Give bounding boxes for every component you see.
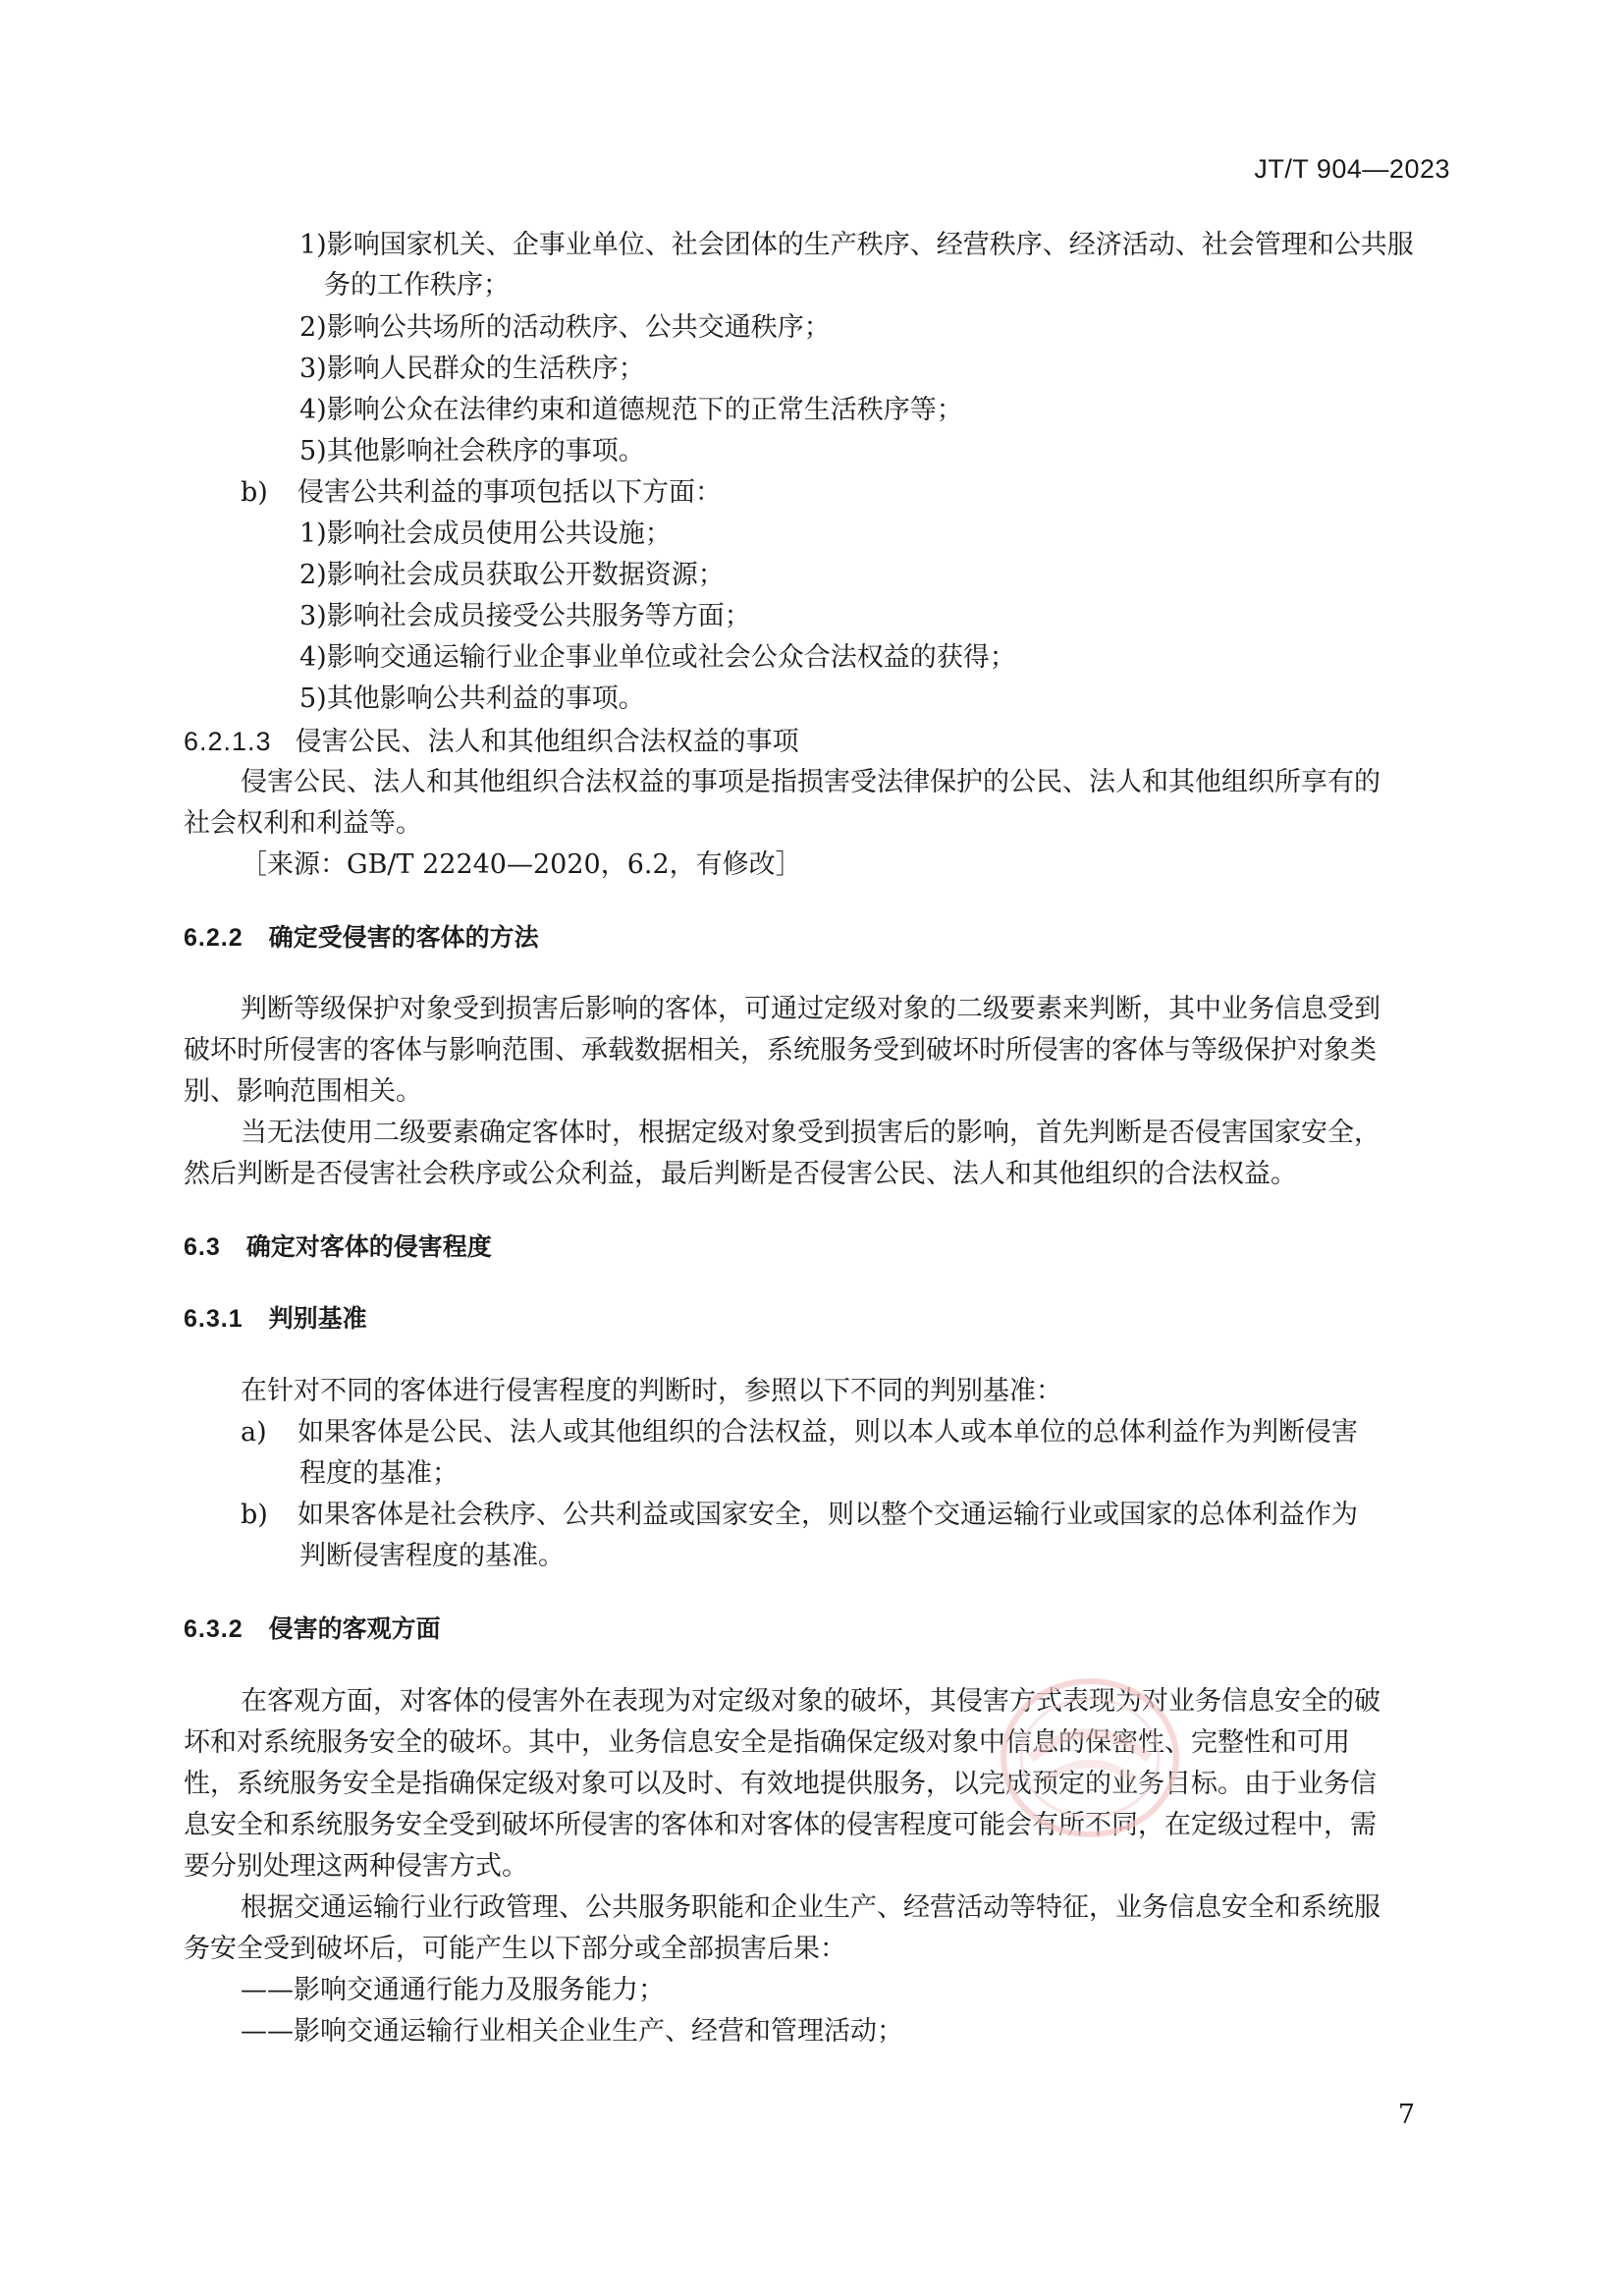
clause-number: 6.2.1.3 [184, 727, 272, 756]
list-item: 1)影响社会成员使用公共设施； [299, 519, 672, 549]
paragraph-line: 社会权利和利益等。 [184, 808, 422, 839]
list-item: 4)影响交通运输行业企事业单位或社会公众合法权益的获得； [299, 642, 1016, 673]
list-item: 2)影响公共场所的活动秩序、公共交通秩序； [299, 312, 831, 343]
list-item: 2)影响社会成员获取公开数据资源； [299, 560, 725, 590]
list-item: 1)影响国家机关、企事业单位、社会团体的生产秩序、经营秩序、经济活动、社会管理和公共服 [299, 230, 1414, 260]
section-heading-6-3 [184, 1232, 492, 1262]
section-heading-6-3-2 [184, 1614, 441, 1644]
section-heading-6-3-1 [184, 1304, 367, 1334]
paragraph-line: 坏和对系统服务安全的破坏。其中，业务信息安全是指确保定级对象中信息的保密性、完整性和可用 [184, 1727, 1350, 1758]
section-number: 6.2.2 [184, 924, 243, 952]
document-id: JT/T 904—2023 [1254, 154, 1450, 184]
dash-item: ——影响交通通行能力及服务能力； [241, 1975, 665, 2005]
list-item: 4)影响公众在法律约束和道德规范下的正常生活秩序等； [299, 395, 963, 425]
list-item-continuation: 务的工作秩序； [324, 270, 510, 301]
list-item-continuation: 程度的基准； [299, 1458, 459, 1489]
page-number: 7 [1397, 2100, 1415, 2130]
paragraph-line: 务安全受到破坏后，可能产生以下部分或全部损害后果： [184, 1934, 846, 1964]
list-item-text: 如果客体是社会秩序、公共利益或国家安全，则以整个交通运输行业或国家的总体利益作为 [298, 1500, 1358, 1530]
paragraph-line: 性，系统服务安全是指确保定级对象可以及时、有效地提供服务，以完成预定的业务目标。由于业务信 [184, 1769, 1377, 1799]
paragraph-line: 然后判断是否侵害社会秩序或公众利益，最后判断是否侵害公民、法人和其他组织的合法权益。 [184, 1159, 1297, 1189]
list-item: 5)其他影响公共利益的事项。 [299, 683, 645, 714]
list-item-a [241, 1418, 1358, 1448]
list-item-text: 侵害公共利益的事项包括以下方面： [298, 477, 722, 508]
list-marker: a) [241, 1417, 267, 1448]
list-item: 3)影响社会成员接受公共服务等方面； [299, 601, 751, 631]
paragraph-line: 息安全和系统服务安全受到破坏所侵害的客体和对客体的侵害程度可能会有所不同，在定级过程中，需 [184, 1810, 1377, 1840]
list-item-b [241, 478, 722, 508]
paragraph-line: 要分别处理这两种侵害方式。 [184, 1851, 528, 1882]
list-item-b [241, 1501, 1358, 1530]
section-heading-6-2-2 [184, 923, 539, 953]
clause-heading-6-2-1-3 [184, 727, 799, 757]
section-title: 确定对客体的侵害程度 [245, 1232, 492, 1261]
list-item: 5)其他影响社会秩序的事项。 [299, 436, 645, 466]
list-item: 3)影响人民群众的生活秩序； [299, 354, 645, 384]
source-note: ［来源：GB/T 22240—2020，6.2，有修改］ [241, 849, 802, 880]
paragraph-line: 在客观方面，对客体的侵害外在表现为对定级对象的破坏，其侵害方式表现为对业务信息安全的破 [241, 1686, 1380, 1717]
clause-title: 侵害公民、法人和其他组织合法权益的事项 [295, 727, 799, 757]
paragraph-line: 侵害公民、法人和其他组织合法权益的事项是指损害受法律保护的公民、法人和其他组织所享有的 [241, 767, 1380, 797]
paragraph-line: 在针对不同的客体进行侵害程度的判断时，参照以下不同的判别基准： [241, 1376, 1062, 1406]
list-marker: b) [241, 477, 268, 508]
paragraph-line: 当无法使用二级要素确定客体时，根据定级对象受到损害后的影响，首先判断是否侵害国家安全， [241, 1118, 1380, 1148]
list-marker: b) [241, 1500, 268, 1530]
dash-item: ——影响交通运输行业相关企业生产、经营和管理活动； [241, 2016, 903, 2047]
section-number: 6.3.1 [184, 1305, 243, 1333]
list-item-text: 如果客体是公民、法人或其他组织的合法权益，则以本人或本单位的总体利益作为判断侵害 [298, 1417, 1358, 1448]
section-title: 侵害的客观方面 [268, 1614, 441, 1643]
section-number: 6.3.2 [184, 1615, 243, 1643]
section-title: 确定受侵害的客体的方法 [268, 923, 539, 952]
paragraph-line: 别、影响范围相关。 [184, 1076, 422, 1107]
section-number: 6.3 [184, 1233, 221, 1261]
paragraph-line: 根据交通运输行业行政管理、公共服务职能和企业生产、经营活动等特征，业务信息安全和系统服 [241, 1892, 1380, 1923]
paragraph-line: 破坏时所侵害的客体与影响范围、承载数据相关，系统服务受到破坏时所侵害的客体与等级保护对象类 [184, 1035, 1377, 1066]
section-title: 判别基准 [268, 1304, 367, 1333]
paragraph-line: 判断等级保护对象受到损害后影响的客体，可通过定级对象的二级要素来判断，其中业务信息受到 [241, 994, 1380, 1024]
list-item-continuation: 判断侵害程度的基准。 [299, 1541, 565, 1571]
